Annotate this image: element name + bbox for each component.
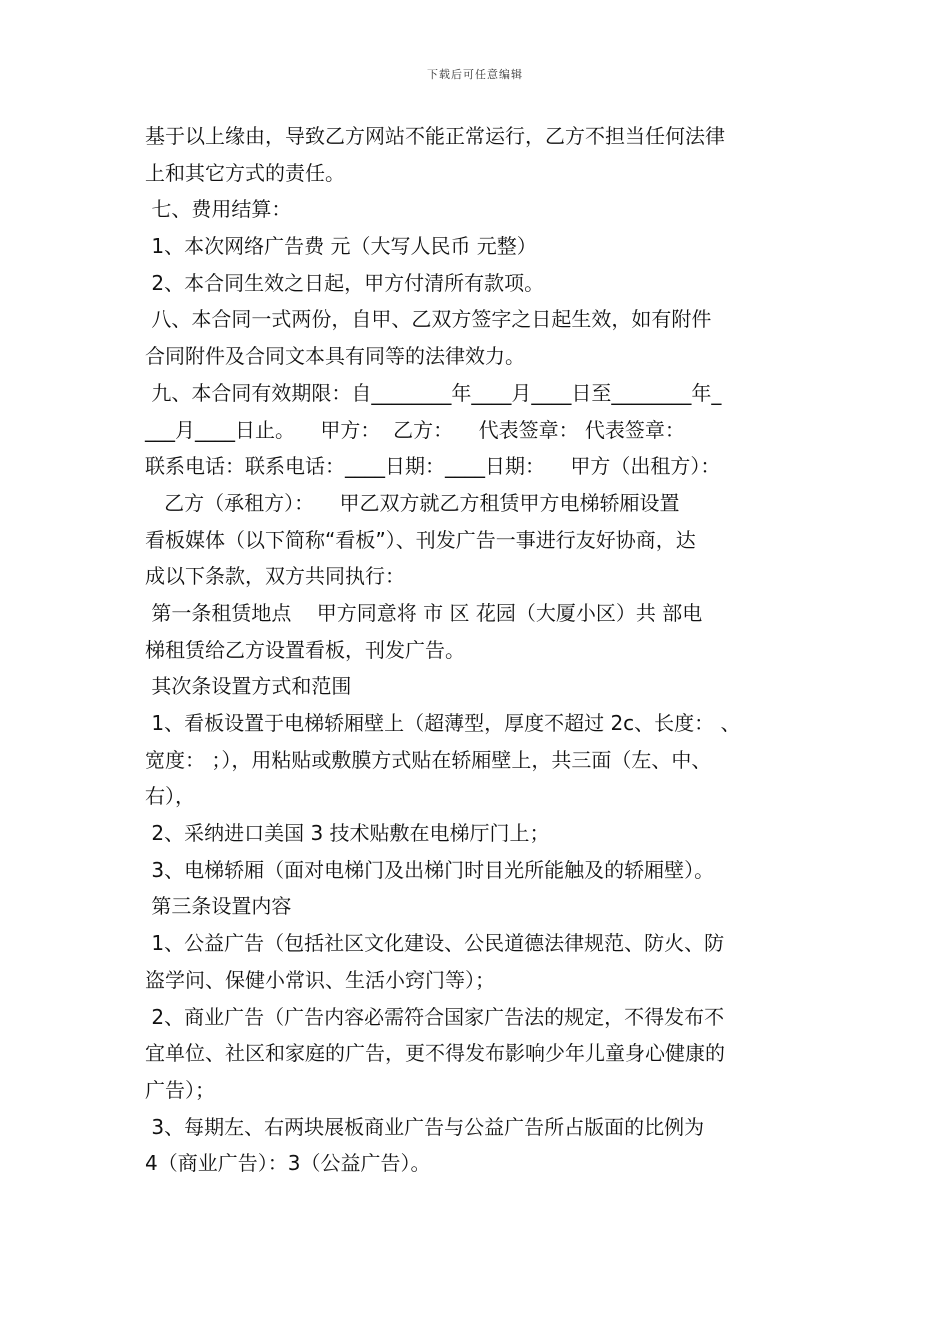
section-heading: 第一条租赁地点 甲方同意将 市 区 花园（大厦小区）共 部电 [145, 600, 703, 625]
text-line: 2、本合同生效之日起，甲方付清所有款项。 [145, 270, 545, 295]
text-line: 成以下条款，双方共同执行： [145, 564, 405, 589]
text-line: 广告）； [145, 1077, 215, 1102]
text-line: 2、商业广告（广告内容必需符合国家广告法的规定，不得发布不 [145, 1004, 725, 1029]
document-body [145, 118, 820, 1182]
section-heading: 七、费用结算： [145, 197, 292, 222]
text-line: 合同附件及合同文本具有同等的法律效力。 [145, 344, 525, 369]
section-heading: 第三条设置内容 [145, 894, 292, 919]
text-line: 4（商业广告）：3（公益广告）。 [145, 1151, 431, 1176]
text-line: 右）， [145, 784, 195, 809]
text-line: 宜单位、社区和家庭的广告，更不得发布影响少年儿童身心健康的 [145, 1041, 725, 1066]
text-line: 盗学问、保健小常识、生活小窍门等）； [145, 967, 495, 992]
text-line: ___月____日止。 甲方： 乙方： 代表签章： 代表签章： [145, 417, 685, 442]
text-line: 3、电梯轿厢（面对电梯门及出梯门时目光所能触及的轿厢壁）。 [145, 857, 715, 882]
text-line: 乙方（承租方）： 甲乙双方就乙方租赁甲方电梯轿厢设置 [145, 490, 680, 515]
text-line: 九、本合同有效期限：自________年____月____日至________年_ [145, 380, 722, 405]
text-line: 2、采纳进口美国 3 技术贴敷在电梯厅门上； [145, 821, 550, 846]
text-line: 1、公益广告（包括社区文化建设、公民道德法律规范、防火、防 [145, 931, 725, 956]
text-line: 八、本合同一式两份，自甲、乙双方签字之日起生效，如有附件 [145, 307, 712, 332]
text-line: 联系电话：联系电话：____日期：____日期： 甲方（出租方）： [145, 454, 721, 479]
text-line: 3、每期左、右两块展板商业广告与公益广告所占版面的比例为 [145, 1114, 705, 1139]
text-line: 梯租赁给乙方设置看板，刊发广告。 [145, 637, 465, 662]
page-header: 下载后可任意编辑 [427, 68, 523, 81]
section-heading: 其次条设置方式和范围 [145, 674, 352, 699]
text-line: 基于以上缘由，导致乙方网站不能正常运行，乙方不担当任何法律 [145, 124, 725, 148]
text-line: 宽度： ；），用粘贴或敷膜方式贴在轿厢壁上，共三面（左、中、 [145, 747, 712, 772]
text-line: 1、看板设置于电梯轿厢壁上（超薄型，厚度不超过 2c、长度： 、 [145, 711, 741, 735]
text-line: 看板媒体（以下简称“看板”）、刊发广告一事进行友好协商，达 [145, 527, 696, 552]
text-line: 1、本次网络广告费 元（大写人民币 元整） [145, 234, 537, 259]
text-line: 上和其它方式的责任。 [145, 160, 345, 185]
